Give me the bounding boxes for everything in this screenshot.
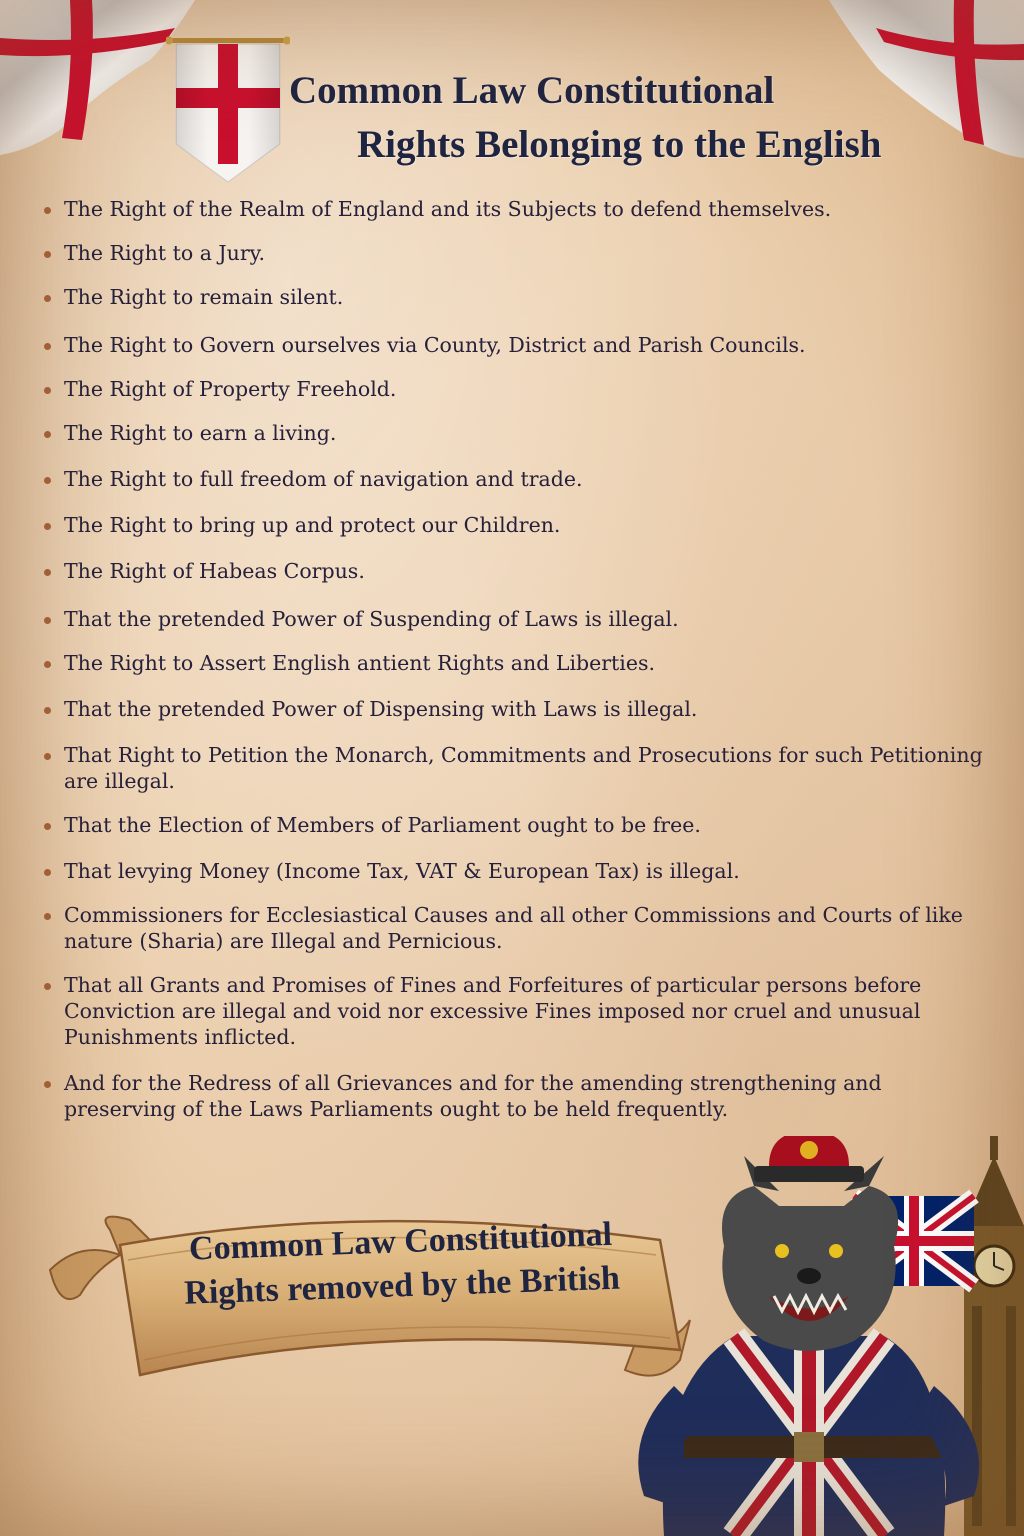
bullet-icon [44,523,51,530]
st-george-pennant-icon [166,36,290,184]
right-item [40,696,1000,722]
right-item [40,1070,1000,1122]
bullet-icon [44,1081,51,1088]
right-item [40,858,1000,884]
bullet-icon [44,431,51,438]
bullet-icon [44,823,51,830]
right-item [40,606,1000,632]
wolf-in-union-jack-icon [604,1136,1024,1536]
right-item [40,332,1000,358]
right-item [40,240,1000,266]
bullet-icon [44,983,51,990]
right-item [40,812,1000,838]
right-item [40,284,1000,310]
right-text: That the pretended Power of Suspending of Laws is illegal. [64,607,679,631]
right-item [40,512,1000,538]
right-text: The Right to remain silent. [64,285,344,309]
bullet-icon [44,753,51,760]
bullet-icon [44,913,51,920]
bullet-icon [44,569,51,576]
right-text: And for the Redress of all Grievances and for the amending strengthening and preserving of the Laws Parliaments ought to be held frequently. [64,1071,882,1121]
bullet-icon [44,707,51,714]
right-item [40,376,1000,402]
right-item [40,972,1000,1050]
right-item [40,902,1000,954]
right-item [40,558,1000,584]
bullet-icon [44,869,51,876]
right-item [40,196,1000,222]
right-text: The Right of Habeas Corpus. [64,559,365,583]
right-text: The Right to full freedom of navigation and trade. [64,467,583,491]
banner-line-1: Common Law Constitutional [188,1215,613,1268]
right-text: That Right to Petition the Monarch, Commitments and Prosecutions for such Petitioning are illegal. [64,743,983,793]
right-text: The Right to bring up and protect our Children. [64,513,561,537]
right-text: That all Grants and Promises of Fines and Forfeitures of particular persons before Conviction are illegal and void nor excessive Fines imposed nor cruel and unusual Punishments inflicted. [64,973,922,1049]
right-text: Commissioners for Ecclesiastical Causes and all other Commissions and Courts of like nature (Sharia) are Illegal and Pernicious. [64,903,963,953]
right-text: The Right of Property Freehold. [64,377,397,401]
right-text: That the pretended Power of Dispensing with Laws is illegal. [64,697,698,721]
right-text: The Right of the Realm of England and its Subjects to defend themselves. [64,197,832,221]
banner-line-2: Rights removed by the British [183,1259,621,1312]
bullet-icon [44,617,51,624]
title-line-1: Common Law Constitutional [289,69,775,112]
right-item [40,742,1000,794]
bullet-icon [44,251,51,258]
title-line-2: Rights Belonging to the English [357,123,882,166]
right-text: The Right to earn a living. [64,421,337,445]
right-text: That the Election of Members of Parliament ought to be free. [64,813,701,837]
bullet-icon [44,387,51,394]
right-item [40,420,1000,446]
right-item [40,650,1000,676]
page-title [285,68,985,168]
rights-list [40,196,1000,1122]
right-text: The Right to Assert English antient Rights and Liberties. [64,651,656,675]
bullet-icon [44,477,51,484]
right-text: That levying Money (Income Tax, VAT & European Tax) is illegal. [64,859,740,883]
right-item [40,466,1000,492]
right-text: The Right to a Jury. [64,241,266,265]
bullet-icon [44,295,51,302]
right-text: The Right to Govern ourselves via County, District and Parish Councils. [64,333,806,357]
bullet-icon [44,207,51,214]
bullet-icon [44,343,51,350]
bullet-icon [44,661,51,668]
